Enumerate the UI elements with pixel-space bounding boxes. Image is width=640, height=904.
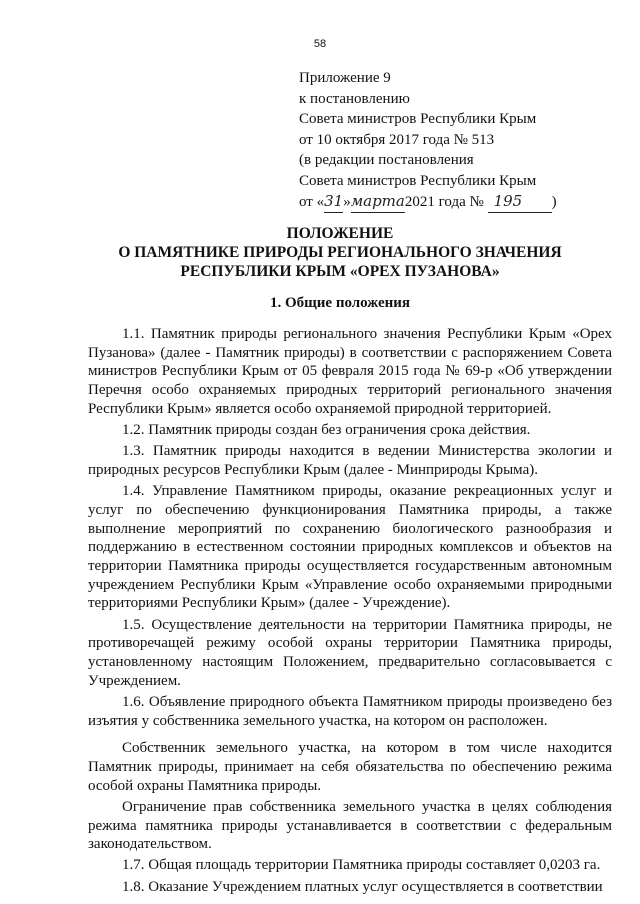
paragraph-1-4: 1.4. Управление Памятником природы, оказание рекреационных услуг и услуг по обеспечению функционирования Памятника природы, а также выполнение мероприятий по сохранению биологического разнообразия и поддержанию в естественном состоянии природных комплексов и объектов на территории Памятника природы осуществляется государственным автономным учреждением Республики Крым «Управление особо охраняемыми природными территориями Республики Крым» (далее - Учреждение). xyxy=(88,483,612,612)
page-number: 58 xyxy=(313,38,327,50)
paragraph-1-3: 1.3. Памятник природы находится в ведении Министерства экологии и природных ресурсов Республики Крым (далее - Минприроды Крыма). xyxy=(88,443,612,478)
paragraph-1-8: 1.8. Оказание Учреждением платных услуг осуществляется в соответствии xyxy=(122,878,603,895)
paragraph-owner-obligations: Собственник земельного участка, на котором в том числе находится Памятник природы, принимает на себя обязательства по обеспечению режима особой охраны Памятника природы. xyxy=(88,740,612,794)
document-body xyxy=(88,325,612,899)
section-heading: 1. Общие положения xyxy=(269,295,411,311)
date-prefix: от « xyxy=(299,194,325,210)
appendix-block xyxy=(299,68,599,213)
appendix-line: Совета министров Республики Крым xyxy=(299,172,537,189)
handwritten-month: марта xyxy=(351,191,405,213)
appendix-line: к постановлению xyxy=(299,90,410,107)
appendix-line: Совета министров Республики Крым xyxy=(299,111,537,127)
appendix-line: (в редакции постановления xyxy=(299,152,474,168)
paragraph-1-5: 1.5. Осуществление деятельности на территории Памятника природы, не противоречащей режиму особой охраны территории Памятника природы, установленному настоящим Положением, предварительно согласовывается с Учреждением. xyxy=(88,616,612,689)
title-line: ПОЛОЖЕНИЕ xyxy=(286,225,394,242)
handwritten-number: 195 xyxy=(488,191,552,213)
appendix-date-line xyxy=(299,191,599,213)
paragraph-1-7: 1.7. Общая площадь территории Памятника природы составляет 0,0203 га. xyxy=(122,857,601,874)
paragraph-1-6: 1.6. Объявление природного объекта Памятником природы произведено без изъятия у собственника земельного участка, на котором он расположен. xyxy=(88,693,612,729)
handwritten-day: 31 xyxy=(324,191,343,213)
document-title xyxy=(70,224,610,281)
paragraph-owner-restrictions: Ограничение прав собственника земельного участка в целях соблюдения режима памятника природы устанавливается в соответствии с федеральным законодательством. xyxy=(88,798,612,853)
title-line: РЕСПУБЛИКИ КРЫМ «ОРЕХ ПУЗАНОВА» xyxy=(180,263,500,280)
title-line: О ПАМЯТНИКЕ ПРИРОДЫ РЕГИОНАЛЬНОГО ЗНАЧЕНИЯ xyxy=(118,244,562,261)
appendix-line: от 10 октября 2017 года № 513 xyxy=(299,131,495,148)
date-mid: » xyxy=(343,194,351,210)
date-suffix: ) xyxy=(551,194,557,210)
paragraph-1-2: 1.2. Памятник природы создан без ограничения срока действия. xyxy=(122,422,531,439)
paragraph-1-1: 1.1. Памятник природы регионального значения Республики Крым «Орех Пузанова» (далее - Памятник природы) в соответствии с распоряжением Совета министров Республики Крым от 05 февраля 2015 года № 69-р «Об утверждении Перечня особо охраняемых природных территорий регионального значения Республики Крым» является особо охраняемой природной территорией. xyxy=(88,326,612,417)
appendix-line: Приложение 9 xyxy=(299,70,391,86)
date-year: 2021 года № xyxy=(404,194,484,210)
